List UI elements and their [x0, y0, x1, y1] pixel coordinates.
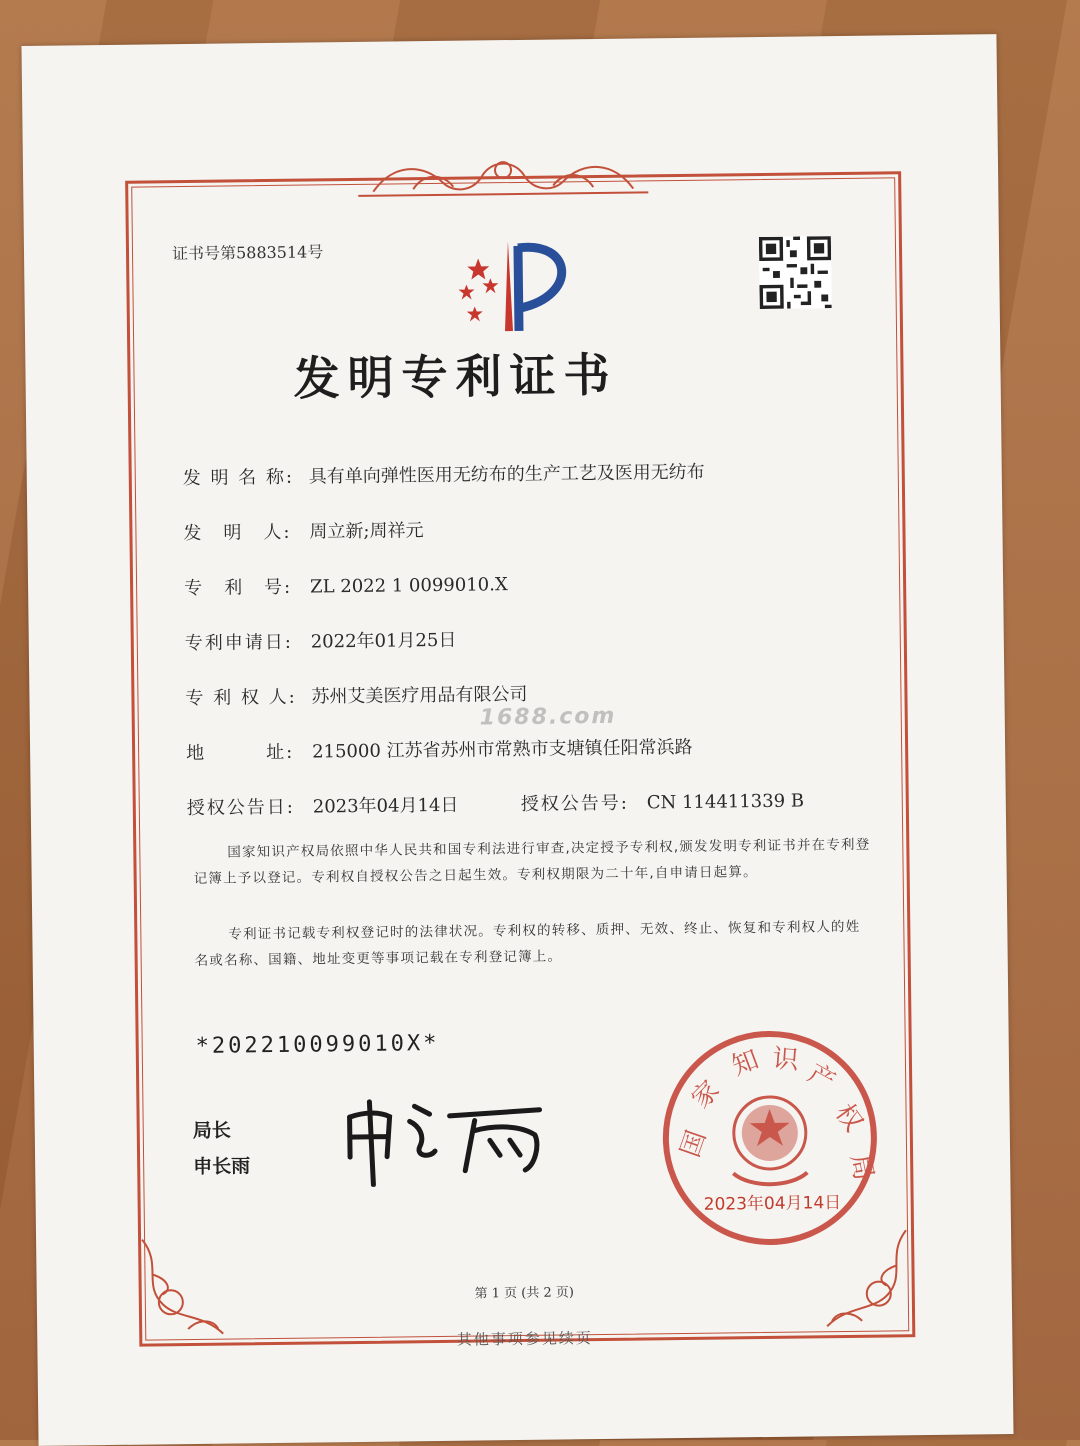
field-value: 苏州艾美医疗用品有限公司 — [311, 683, 528, 708]
director-title: 局长 — [192, 1119, 231, 1142]
field-label: 专利申请日: — [184, 631, 293, 655]
director-signature — [334, 1085, 555, 1188]
field-label: 专 利 号: — [183, 576, 293, 600]
field-value: 215000 江苏省苏州市常熟市支塘镇任阳常浜路 — [312, 736, 693, 763]
svg-text:家: 家 — [686, 1075, 726, 1115]
seal-date: 2023年04月14日 — [703, 1193, 842, 1215]
field-patent-number — [184, 570, 508, 600]
qr-code — [759, 236, 832, 309]
field-value: 具有单向弹性医用无纺布的生产工艺及医用无纺布 — [308, 461, 705, 488]
barcode-number: *202210099010X* — [195, 1030, 440, 1059]
svg-text:国: 国 — [675, 1126, 713, 1162]
director-name: 申长雨 — [193, 1155, 251, 1178]
certificate-paper — [21, 34, 1013, 1446]
svg-text:产: 产 — [802, 1058, 841, 1098]
page-number: 第 1 页 (共 2 页) — [474, 1285, 575, 1302]
svg-text:局: 局 — [844, 1151, 879, 1183]
field-application-date — [185, 626, 457, 655]
field-value: 周立新;周祥元 — [309, 520, 424, 543]
top-ornament — [353, 150, 654, 200]
field-label: 专 利 权 人: — [185, 686, 297, 710]
certificate-title: 发明专利证书 — [293, 347, 618, 406]
field-patentee — [185, 680, 527, 710]
field-label: 发 明 名 称: — [182, 466, 295, 490]
official-seal-icon — [653, 1022, 886, 1255]
paragraph-legal-status: 专利证书记载专利权登记时的法律状况。专利权的转移、质押、无效、终止、恢复和专利权人的姓名或名称、国籍、地址变更等事项记载在专利登记簿上。 — [194, 918, 861, 969]
svg-text:权: 权 — [828, 1098, 869, 1138]
svg-text:知: 知 — [727, 1044, 763, 1082]
field-inventor — [183, 516, 423, 545]
certificate-number: 证书号第5883514号 — [171, 242, 324, 264]
watermark: 1688.com — [479, 703, 617, 731]
field-label: 发 明 人: — [183, 521, 292, 545]
field-value: 2023年04月14日 — [312, 794, 459, 818]
cnipa-logo-icon — [448, 235, 589, 337]
paragraph-grant-statement: 国家知识产权局依照中华人民共和国专利法进行审查,决定授予专利权,颁发发明专利证书并在专利登记簿上予以登记。专利权自授权公告之日起生效。专利权期限为二十年,自申请日起算。 — [193, 836, 871, 887]
svg-text:识: 识 — [771, 1043, 800, 1076]
field-label: 授权公告日: — [186, 796, 296, 820]
field-label: 地 址: — [186, 741, 295, 765]
continuation-note: 其他事项参见续页 — [456, 1329, 593, 1349]
field-value: ZL 2022 1 0099010.X — [309, 574, 508, 598]
field-value: 2022年01月25日 — [310, 629, 457, 653]
field-grant-date — [187, 791, 459, 820]
field-announcement-number — [521, 787, 805, 816]
field-value: CN 114411339 B — [646, 790, 805, 814]
field-label: 授权公告号: — [520, 792, 629, 815]
